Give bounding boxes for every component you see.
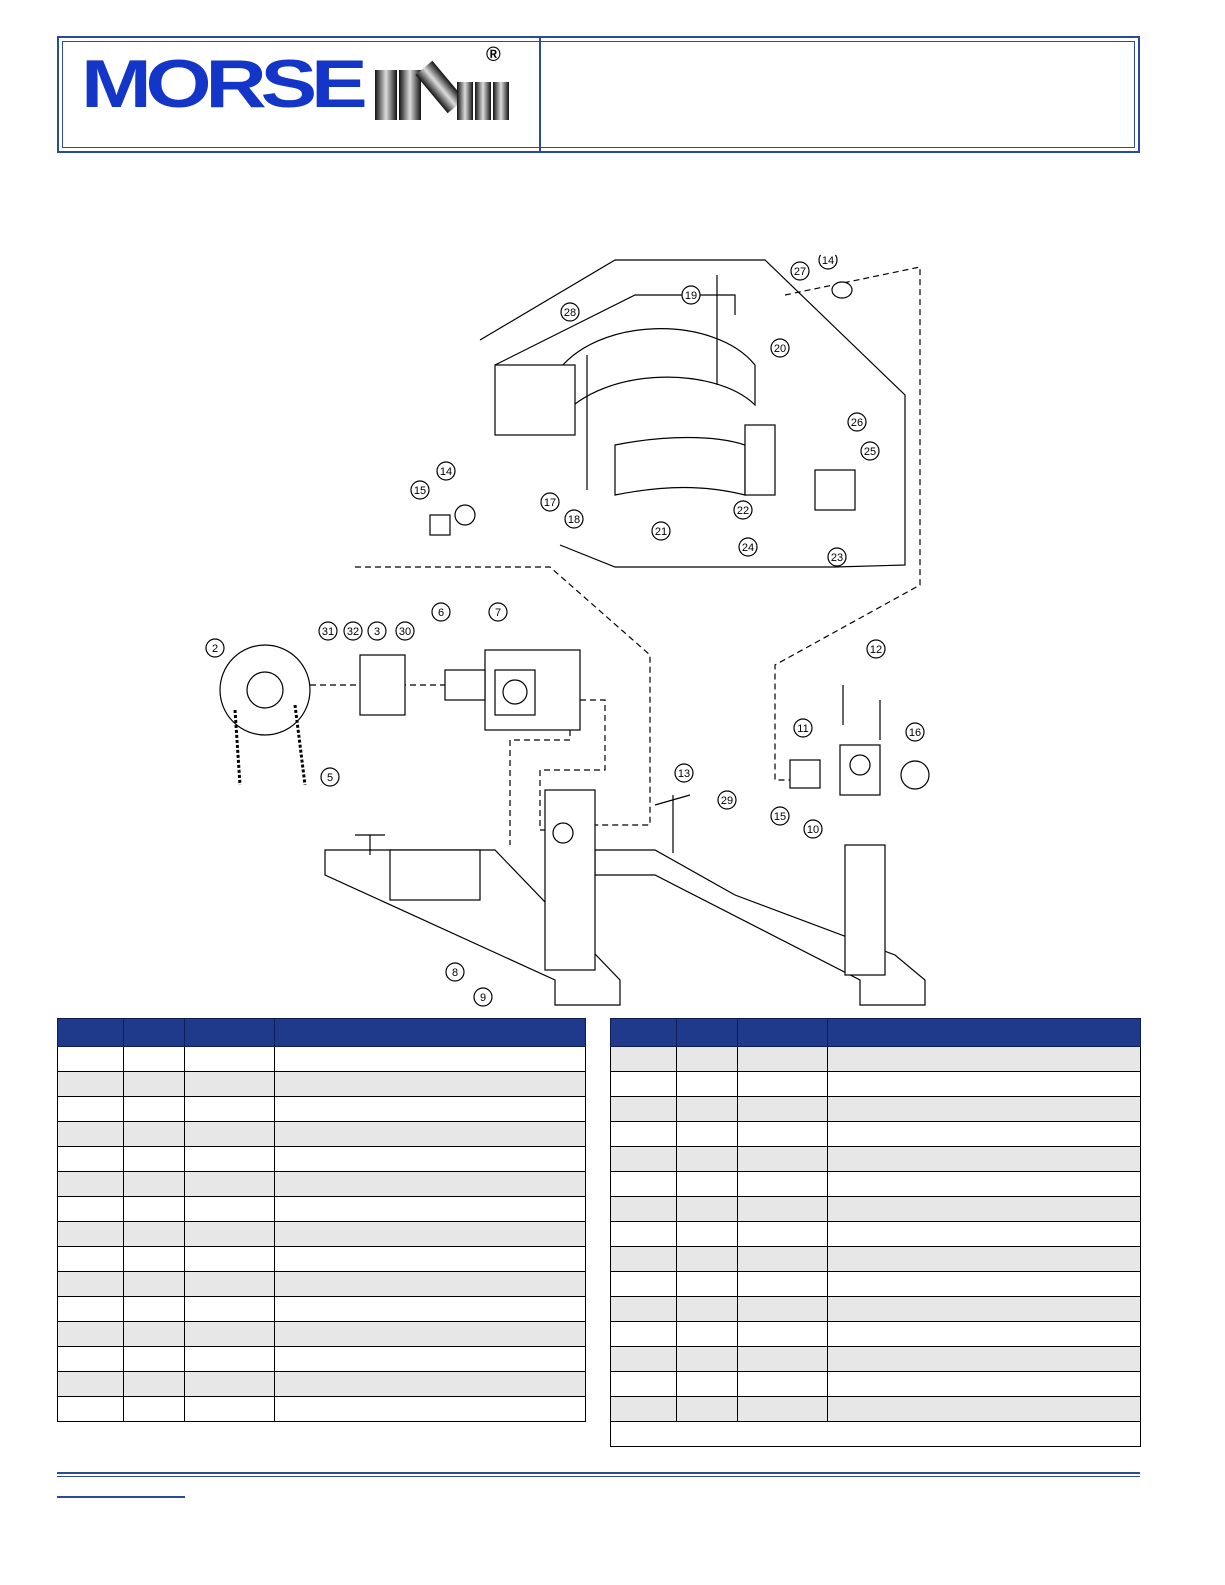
- table-header-row: [611, 1019, 1141, 1047]
- exploded-parts-diagram: [195, 255, 955, 1010]
- callout-27: [791, 262, 809, 280]
- header-divider: [539, 38, 541, 151]
- dashed-leader-top: [775, 267, 920, 780]
- callout-31: [319, 622, 337, 640]
- svg-text:15: 15: [413, 485, 427, 497]
- table-row: [58, 1122, 586, 1147]
- page-header: [57, 36, 1140, 153]
- svg-text:8: 8: [451, 967, 459, 979]
- callout-8: [446, 963, 464, 981]
- svg-text:31: 31: [321, 626, 335, 638]
- svg-text:19: 19: [684, 290, 698, 302]
- callout-5: [321, 768, 339, 786]
- table-row: [611, 1347, 1141, 1372]
- callout-21: [652, 522, 670, 540]
- callout-19: [682, 286, 700, 304]
- callout-32: [344, 622, 362, 640]
- callout-24: [739, 538, 757, 556]
- svg-text:23: 23: [830, 552, 844, 564]
- svg-text:17: 17: [543, 497, 557, 509]
- latch-assembly: [815, 470, 855, 510]
- table-row: [58, 1247, 586, 1272]
- svg-text:21: 21: [654, 526, 668, 538]
- svg-text:25: 25: [863, 446, 877, 458]
- bracket-3: [360, 655, 405, 715]
- clamp-frame: [495, 365, 575, 435]
- table-row: [611, 1172, 1141, 1197]
- callout-26: [848, 413, 866, 431]
- callout-3: [368, 622, 386, 640]
- svg-text:20: 20: [773, 343, 787, 355]
- bushing-15-upper: [430, 515, 450, 535]
- svg-text:3: 3: [373, 626, 381, 638]
- table-footer-row: [611, 1422, 1141, 1447]
- callout-25: [861, 442, 879, 460]
- table-row: [58, 1047, 586, 1072]
- svg-text:10: 10: [806, 824, 820, 836]
- callout-18: [565, 510, 583, 528]
- callout-6: [432, 603, 450, 621]
- callout-17: [541, 493, 559, 511]
- svg-text:13: 13: [677, 768, 691, 780]
- table-row: [58, 1147, 586, 1172]
- registered-mark: ®: [486, 44, 501, 66]
- callout-30: [396, 622, 414, 640]
- svg-text:9: 9: [479, 992, 487, 1004]
- svg-text:26: 26: [850, 417, 864, 429]
- svg-text:27: 27: [793, 266, 807, 278]
- svg-text:22: 22: [736, 505, 750, 517]
- washer-14-top: [832, 282, 852, 298]
- table-row: [58, 1172, 586, 1197]
- callout-23: [828, 548, 846, 566]
- callout-22: [734, 501, 752, 519]
- morse-logo: [81, 46, 521, 138]
- table-row: [611, 1097, 1141, 1122]
- callout-28: [561, 303, 579, 321]
- table-row: [58, 1397, 586, 1422]
- svg-text:30: 30: [398, 626, 412, 638]
- upright-post: [545, 790, 595, 970]
- collar-16: [901, 761, 929, 789]
- table-row: [611, 1372, 1141, 1397]
- svg-text:32: 32: [346, 626, 360, 638]
- svg-text:28: 28: [563, 307, 577, 319]
- lower-band: [615, 438, 745, 496]
- svg-text:18: 18: [567, 514, 581, 526]
- callout-15-lower: [771, 807, 789, 825]
- clamp-plate: [745, 425, 775, 495]
- callout-9: [474, 988, 492, 1006]
- table-row: [611, 1222, 1141, 1247]
- callout-16: [906, 723, 924, 741]
- callout-11: [794, 719, 812, 737]
- table-row: [58, 1372, 586, 1397]
- callout-13: [675, 764, 693, 782]
- table-row: [611, 1297, 1141, 1322]
- svg-text:24: 24: [741, 542, 755, 554]
- table-row: [58, 1347, 586, 1372]
- svg-text:14: 14: [439, 466, 453, 478]
- gearbox-7: [485, 650, 580, 730]
- logo-wordmark: MORSE: [81, 46, 362, 122]
- table-row: [611, 1397, 1141, 1422]
- callout-14-upper: [437, 462, 455, 480]
- svg-text:12: 12: [869, 644, 883, 656]
- callout-20: [771, 339, 789, 357]
- svg-text:15: 15: [773, 811, 787, 823]
- tray: [390, 850, 480, 900]
- svg-text:29: 29: [720, 795, 734, 807]
- gearbox-shaft: [445, 670, 485, 700]
- svg-text:6: 6: [437, 607, 445, 619]
- table-row: [58, 1197, 586, 1222]
- footer-link-underline[interactable]: [57, 1496, 185, 1498]
- table-row: [611, 1147, 1141, 1172]
- footer-rule: [57, 1472, 1140, 1474]
- pillow-block-10: [840, 745, 880, 795]
- table-row: [58, 1297, 586, 1322]
- clamp-band: [555, 329, 755, 425]
- right-post: [845, 845, 885, 975]
- table-header-row: [58, 1019, 586, 1047]
- table-row: [611, 1322, 1141, 1347]
- bushing-15-lower: [790, 760, 820, 788]
- svg-text:16: 16: [908, 727, 922, 739]
- callout-12: [867, 640, 885, 658]
- callout-7: [489, 603, 507, 621]
- table-row: [611, 1122, 1141, 1147]
- svg-text:2: 2: [211, 643, 219, 655]
- svg-text:11: 11: [797, 723, 809, 735]
- table-row: [58, 1072, 586, 1097]
- callout-10: [804, 820, 822, 838]
- svg-text:7: 7: [494, 607, 502, 619]
- footer-rule-thin: [57, 1476, 1140, 1477]
- washer-14-upper: [455, 505, 475, 525]
- table-row: [58, 1322, 586, 1347]
- table-row: [58, 1222, 586, 1247]
- table-row: [58, 1272, 586, 1297]
- svg-text:14: 14: [821, 255, 835, 267]
- table-row: [611, 1247, 1141, 1272]
- parts-table-left: [57, 1018, 586, 1422]
- table-row: [611, 1072, 1141, 1097]
- table-row: [611, 1272, 1141, 1297]
- callout-2: [206, 639, 224, 657]
- table-row: [58, 1097, 586, 1122]
- callout-14-top: [819, 255, 837, 269]
- callout-15-upper: [411, 481, 429, 499]
- parts-table-right: [610, 1018, 1141, 1447]
- callout-29: [718, 791, 736, 809]
- svg-text:5: 5: [326, 772, 334, 784]
- table-row: [611, 1197, 1141, 1222]
- table-row: [611, 1047, 1141, 1072]
